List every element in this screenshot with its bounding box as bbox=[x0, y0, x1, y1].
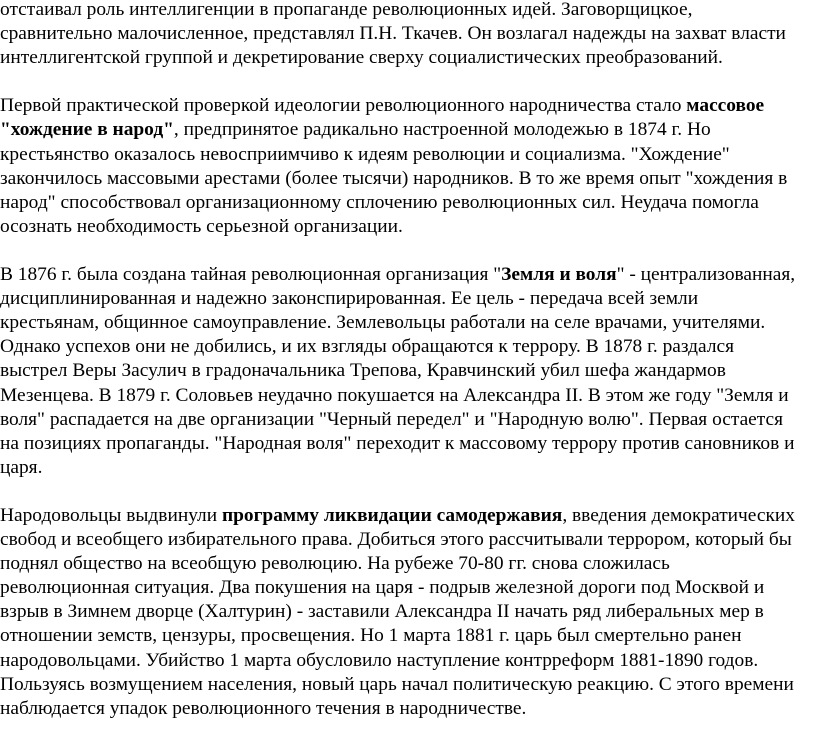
text-run: " - централизованная, bbox=[616, 264, 796, 286]
text-run: осознать необходимость серьезной организации. bbox=[0, 215, 403, 237]
text-run: отношении земств, цензуры, просвещения. Но 1 марта 1881 г. царь был смертельно ранен bbox=[0, 625, 742, 647]
text-run: народ" способствовал организационному сплочению революционных сил. Неудача помогла bbox=[0, 191, 759, 213]
text-run: закончилось массовыми арестами (более тысячи) народников. В то же время опыт "хождения в bbox=[0, 167, 788, 189]
bold-term: "хождение в народ" bbox=[0, 119, 174, 141]
text-run: поднял общество на всеобщую революцию. На рубеже 70-80 гг. снова сложилась bbox=[0, 553, 670, 575]
paragraph bbox=[0, 94, 810, 239]
text-line bbox=[0, 528, 810, 552]
text-run: Пользуясь возмущением населения, новый царь начал политическую реакцию. С этого времени bbox=[0, 673, 794, 695]
text-line bbox=[0, 263, 810, 287]
text-line bbox=[0, 143, 810, 167]
text-run: наблюдается упадок революционного течения в народничестве. bbox=[0, 697, 527, 719]
text-line bbox=[0, 311, 810, 335]
text-run: крестьянам, общинное самоуправление. Землевольцы работали на селе врачами, учителями. bbox=[0, 312, 766, 334]
text-run: Однако успехов они не добились, и их взгляды обращаются к террору. В 1878 г. раздался bbox=[0, 336, 735, 358]
text-line bbox=[0, 191, 810, 215]
text-run: свобод и всеобщего избирательного права. Добиться этого рассчитывали террором, который бы bbox=[0, 529, 792, 551]
text-line bbox=[0, 408, 810, 432]
text-line bbox=[0, 600, 810, 624]
text-run: революционная ситуация. Два покушения на царя - подрыв железной дороги под Москвой и bbox=[0, 577, 765, 599]
text-line bbox=[0, 673, 810, 697]
text-run: отстаивал роль интеллигенции в пропаганде революционных идей. Заговорщицкое, bbox=[0, 0, 693, 20]
text-run: сравнительно малочисленное, представлял П.Н. Ткачев. Он возлагал надежды на захват власти bbox=[0, 23, 786, 45]
paragraph bbox=[0, 504, 810, 721]
text-line bbox=[0, 456, 810, 480]
text-run: Народовольцы выдвинули bbox=[0, 504, 222, 526]
text-run: воля" распадается на две организации "Черный передел" и "Народную волю". Первая остается bbox=[0, 408, 784, 430]
bold-term: массовое bbox=[686, 95, 765, 117]
text-line bbox=[0, 287, 810, 311]
text-run: дисциплинированная и надежно законспирированная. Ее цель - передача всей земли bbox=[0, 288, 699, 310]
text-line bbox=[0, 384, 810, 408]
text-line bbox=[0, 697, 810, 721]
text-run: взрыв в Зимнем дворце (Халтурин) - заставили Александра II начать ряд либеральных мер в bbox=[0, 601, 764, 623]
text-line bbox=[0, 504, 810, 528]
text-line bbox=[0, 0, 810, 22]
text-run: народовольцами. Убийство 1 марта обусловило наступление контрреформ 1881-1890 годов. bbox=[0, 649, 759, 671]
text-line bbox=[0, 46, 810, 70]
text-run: на позициях пропаганды. "Народная воля" переходит к массовому террору против сановников и bbox=[0, 432, 795, 454]
bold-term: Земля и воля bbox=[501, 264, 617, 286]
text-run: выстрел Веры Засулич в градоначальника Трепова, Кравчинский убил шефа жандармов bbox=[0, 360, 726, 382]
text-line bbox=[0, 215, 810, 239]
text-line bbox=[0, 552, 810, 576]
text-line bbox=[0, 649, 810, 673]
text-run: , введения демократических bbox=[562, 504, 795, 526]
text-run: , предпринятое радикально настроенной молодежью в 1874 г. Но bbox=[173, 119, 711, 141]
text-run: Первой практической проверкой идеологии революционного народничества стало bbox=[0, 95, 687, 117]
paragraph bbox=[0, 0, 810, 70]
text-run: В 1876 г. была создана тайная революционная организация " bbox=[0, 264, 502, 286]
bold-term: программу ликвидации самодержавия bbox=[221, 504, 563, 526]
paragraph bbox=[0, 263, 810, 480]
text-line bbox=[0, 94, 810, 118]
text-line bbox=[0, 22, 810, 46]
text-line bbox=[0, 432, 810, 456]
text-line bbox=[0, 576, 810, 600]
text-run: интеллигентской группой и декретирование сверху социалистических преобразований. bbox=[0, 47, 723, 69]
text-line bbox=[0, 624, 810, 648]
text-run: крестьянство оказалось невосприимчиво к идеям революции и социализма. "Хождение" bbox=[0, 143, 730, 165]
text-run: царя. bbox=[0, 456, 43, 478]
text-line bbox=[0, 167, 810, 191]
text-line bbox=[0, 335, 810, 359]
text-line bbox=[0, 118, 810, 142]
text-line bbox=[0, 359, 810, 383]
text-run: Мезенцева. В 1879 г. Соловьев неудачно покушается на Александра II. В этом же году "Земля и bbox=[0, 384, 789, 406]
